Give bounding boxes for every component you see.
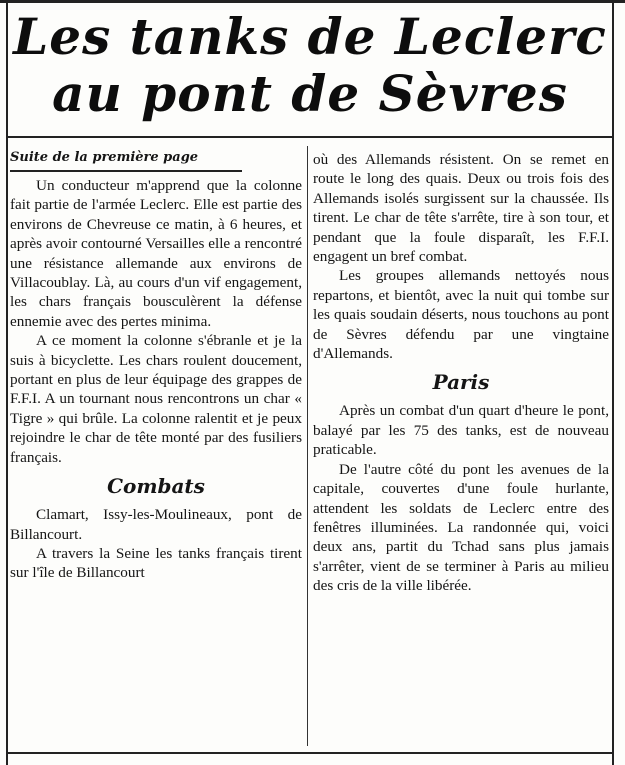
article-headline bbox=[8, 8, 612, 122]
left-paragraph-2: A ce moment la colonne s'ébranle et je la suis à bicyclette. Les chars roulent doucement, portant en plus de leur équipage des grappes de F.F.I. A un tournant nous rencontrons un char « Tigre » qui brûle. La colonne ralentit et je peux rejoindre le char de tête monté par des fusiliers français. bbox=[10, 332, 302, 466]
right-paragraph-2: Les groupes allemands nettoyés nous repartons, et bientôt, avec la nuit qui tombe sur les quais soudain déserts, nous touchons au pont de Sèvres défendu par une vingtaine d'Allemands. bbox=[313, 267, 609, 363]
bottom-border-rule bbox=[6, 752, 614, 754]
continuation-kicker: Suite de la première page bbox=[10, 148, 242, 172]
column-divider bbox=[307, 146, 308, 746]
left-paragraph-1: Un conducteur m'apprend que la colonne fait partie de l'armée Leclerc. Elle est partie des environs de Chevreuse ce matin, à 6 heures, et après avoir contourné Versailles elle a rencontré une résistance allemande aux environs de Villacoublay. Là, au cours d'un vif engagement, les chars français bousculèrent la défense ennemie avec des pertes minima. bbox=[10, 177, 302, 330]
right-paragraph-3: Après un combat d'un quart d'heure le pont, balayé par les 75 des tanks, est de nouveau praticable. bbox=[313, 402, 609, 459]
right-column bbox=[313, 150, 609, 596]
headline-divider bbox=[8, 136, 612, 138]
left-paragraph-4: A travers la Seine les tanks français tirent sur l'île de Billancourt bbox=[10, 544, 302, 582]
right-border-rule bbox=[612, 0, 614, 765]
left-paragraph-3: Clamart, Issy-les-Moulineaux, pont de Billancourt. bbox=[10, 506, 302, 543]
headline-line-1: Les tanks de Leclerc bbox=[13, 7, 607, 66]
left-column bbox=[10, 148, 302, 583]
subhead-combats: Combats bbox=[107, 474, 205, 499]
right-paragraph-4: De l'autre côté du pont les avenues de la capitale, couvertes d'une foule hurlante, attendent les soldats de Leclerc entre des fenêtres illuminées. La randonnée qui, voici deux ans, partit du Tchad sans plus jamais s'arrêter, vient de se terminer à Paris au milieu des cris de la ville libérée. bbox=[313, 460, 609, 595]
right-paragraph-1: où des Allemands résistent. On se remet en route le long des quais. Deux ou trois fois des Allemands isolés surgissent sur la chaussée. Ils tirent. Le char de tête s'arrête, tire à son tour, et pendant que la foule disparaît, les F.F.I. engagent un bref combat. bbox=[313, 151, 609, 266]
top-border-rule bbox=[0, 0, 625, 3]
subhead-paris: Paris bbox=[432, 370, 490, 395]
headline-line-2: au pont de Sèvres bbox=[52, 64, 568, 123]
